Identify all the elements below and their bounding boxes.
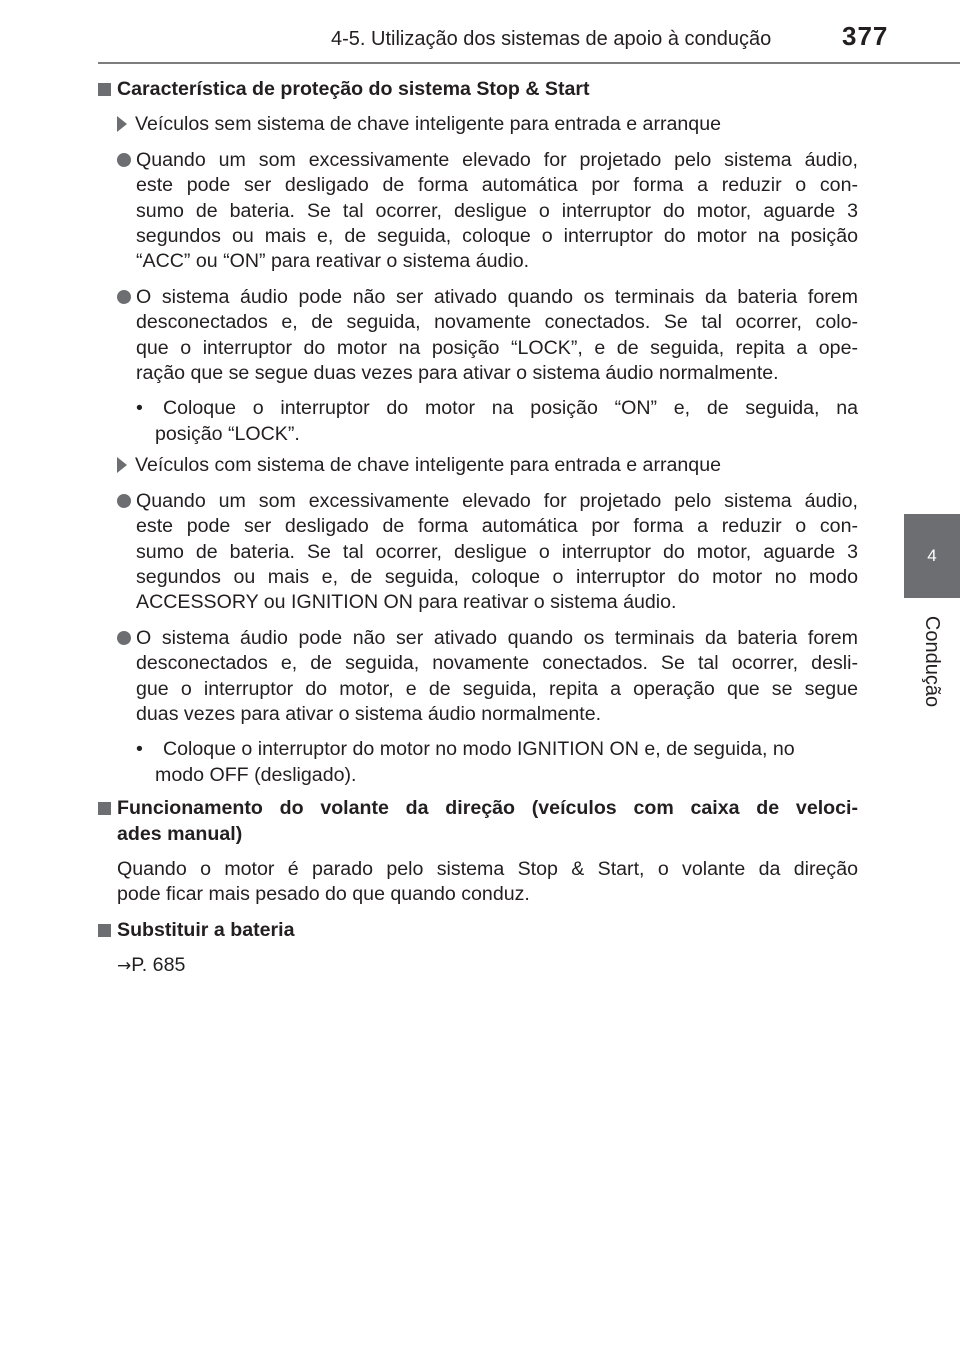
heading-text: Característica de proteção do sistema Stop & Start [117, 78, 590, 100]
chapter-label-text: Condução [921, 615, 944, 707]
text-line: ração que se segue duas vezes para ativar o sistema áudio normalmente. [136, 362, 779, 385]
bullet: • [136, 738, 143, 761]
page-reference-link[interactable]: P. 685 [131, 954, 186, 977]
subsection-text: Veículos com sistema de chave inteligente para entrada e arranque [135, 454, 721, 477]
text-line: segundos ou mais e, de seguida, coloque o interruptor do motor no modo [136, 565, 858, 588]
chapter-tab [904, 514, 960, 598]
bullet: • [136, 397, 143, 420]
square-bullet-icon [98, 83, 111, 96]
text-line: duas vezes para ativar o sistema áudio normalmente. [136, 702, 602, 725]
text-line: desconectados e, de seguida, novamente conectados. Se tal ocorrer, desli- [136, 652, 858, 675]
text-line: ACCESSORY ou IGNITION ON para reativar o sistema áudio. [136, 591, 677, 614]
text-line: Quando um som excessivamente elevado for projetado pelo sistema áudio, [136, 489, 858, 512]
section-title: 4-5. Utilização dos sistemas de apoio à condução [331, 28, 772, 50]
heading-text: Funcionamento do volante da direção (veículos com caixa de veloci- [117, 797, 858, 820]
square-bullet-icon [98, 802, 111, 815]
circle-bullet-icon [117, 290, 131, 304]
heading-text: Substituir a bateria [117, 918, 295, 941]
section-heading [98, 77, 858, 102]
triangle-bullet-icon [117, 457, 127, 473]
page-reference [98, 953, 858, 979]
list-item [98, 737, 858, 788]
note-paragraph [98, 148, 858, 275]
text-line: modo OFF (desligado). [155, 763, 357, 786]
note-paragraph [98, 489, 858, 616]
text-line: desconectados e, de seguida, novamente conectados. Se tal ocorrer, colo- [136, 311, 858, 334]
note-paragraph [98, 285, 858, 387]
body-paragraph [98, 857, 858, 908]
text-line: Coloque o interruptor do motor no modo IGNITION ON e, de seguida, no [163, 738, 795, 761]
text-line: Quando um som excessivamente elevado for projetado pelo sistema áudio, [136, 148, 858, 171]
section-heading [98, 918, 858, 943]
text-line: este pode ser desligado de forma automática por forma a reduzir o con- [136, 515, 858, 538]
text-line: Coloque o interruptor do motor na posição “ON” e, de seguida, na [163, 397, 858, 420]
text-line: segundos ou mais e, de seguida, coloque o interruptor do motor na posição [136, 225, 858, 248]
text-line: sumo de bateria. Se tal ocorrer, desligue o interruptor do motor, aguarde 3 [136, 199, 858, 222]
header-rule [98, 62, 960, 64]
page-number: 377 [842, 21, 889, 51]
text-line: sumo de bateria. Se tal ocorrer, desligue o interruptor do motor, aguarde 3 [136, 540, 858, 563]
text-line: que o interruptor do motor na posição “LOCK”, e de seguida, repita a ope- [136, 336, 858, 359]
text-line: O sistema áudio pode não ser ativado quando os terminais da bateria forem [136, 626, 858, 649]
text-line: “ACC” ou “ON” para reativar o sistema áudio. [136, 250, 530, 273]
circle-bullet-icon [117, 631, 131, 645]
page-body [98, 77, 858, 980]
chapter-number: 4 [927, 546, 937, 565]
right-arrow-icon: → [117, 956, 132, 977]
text-line: pode ficar mais pesado do que quando conduz. [117, 883, 530, 906]
note-paragraph [98, 626, 858, 728]
heading-text: ades manual) [117, 822, 243, 845]
text-line: O sistema áudio pode não ser ativado quando os terminais da bateria forem [136, 285, 858, 308]
circle-bullet-icon [117, 153, 131, 167]
list-item [98, 396, 858, 447]
chapter-label [918, 606, 946, 716]
subsection-text: Veículos sem sistema de chave inteligente para entrada e arranque [135, 113, 721, 136]
text-line: gue o interruptor do motor, e de seguida, repita a operação que se segue [136, 677, 858, 700]
circle-bullet-icon [117, 494, 131, 508]
square-bullet-icon [98, 924, 111, 937]
section-heading [98, 796, 858, 847]
text-line: Quando o motor é parado pelo sistema Stop & Start, o volante da direção [117, 857, 858, 880]
subsection-heading [98, 453, 858, 478]
triangle-bullet-icon [117, 116, 127, 132]
subsection-heading [98, 112, 858, 137]
text-line: este pode ser desligado de forma automática por forma a reduzir o con- [136, 174, 858, 197]
text-line: posição “LOCK”. [155, 422, 300, 445]
